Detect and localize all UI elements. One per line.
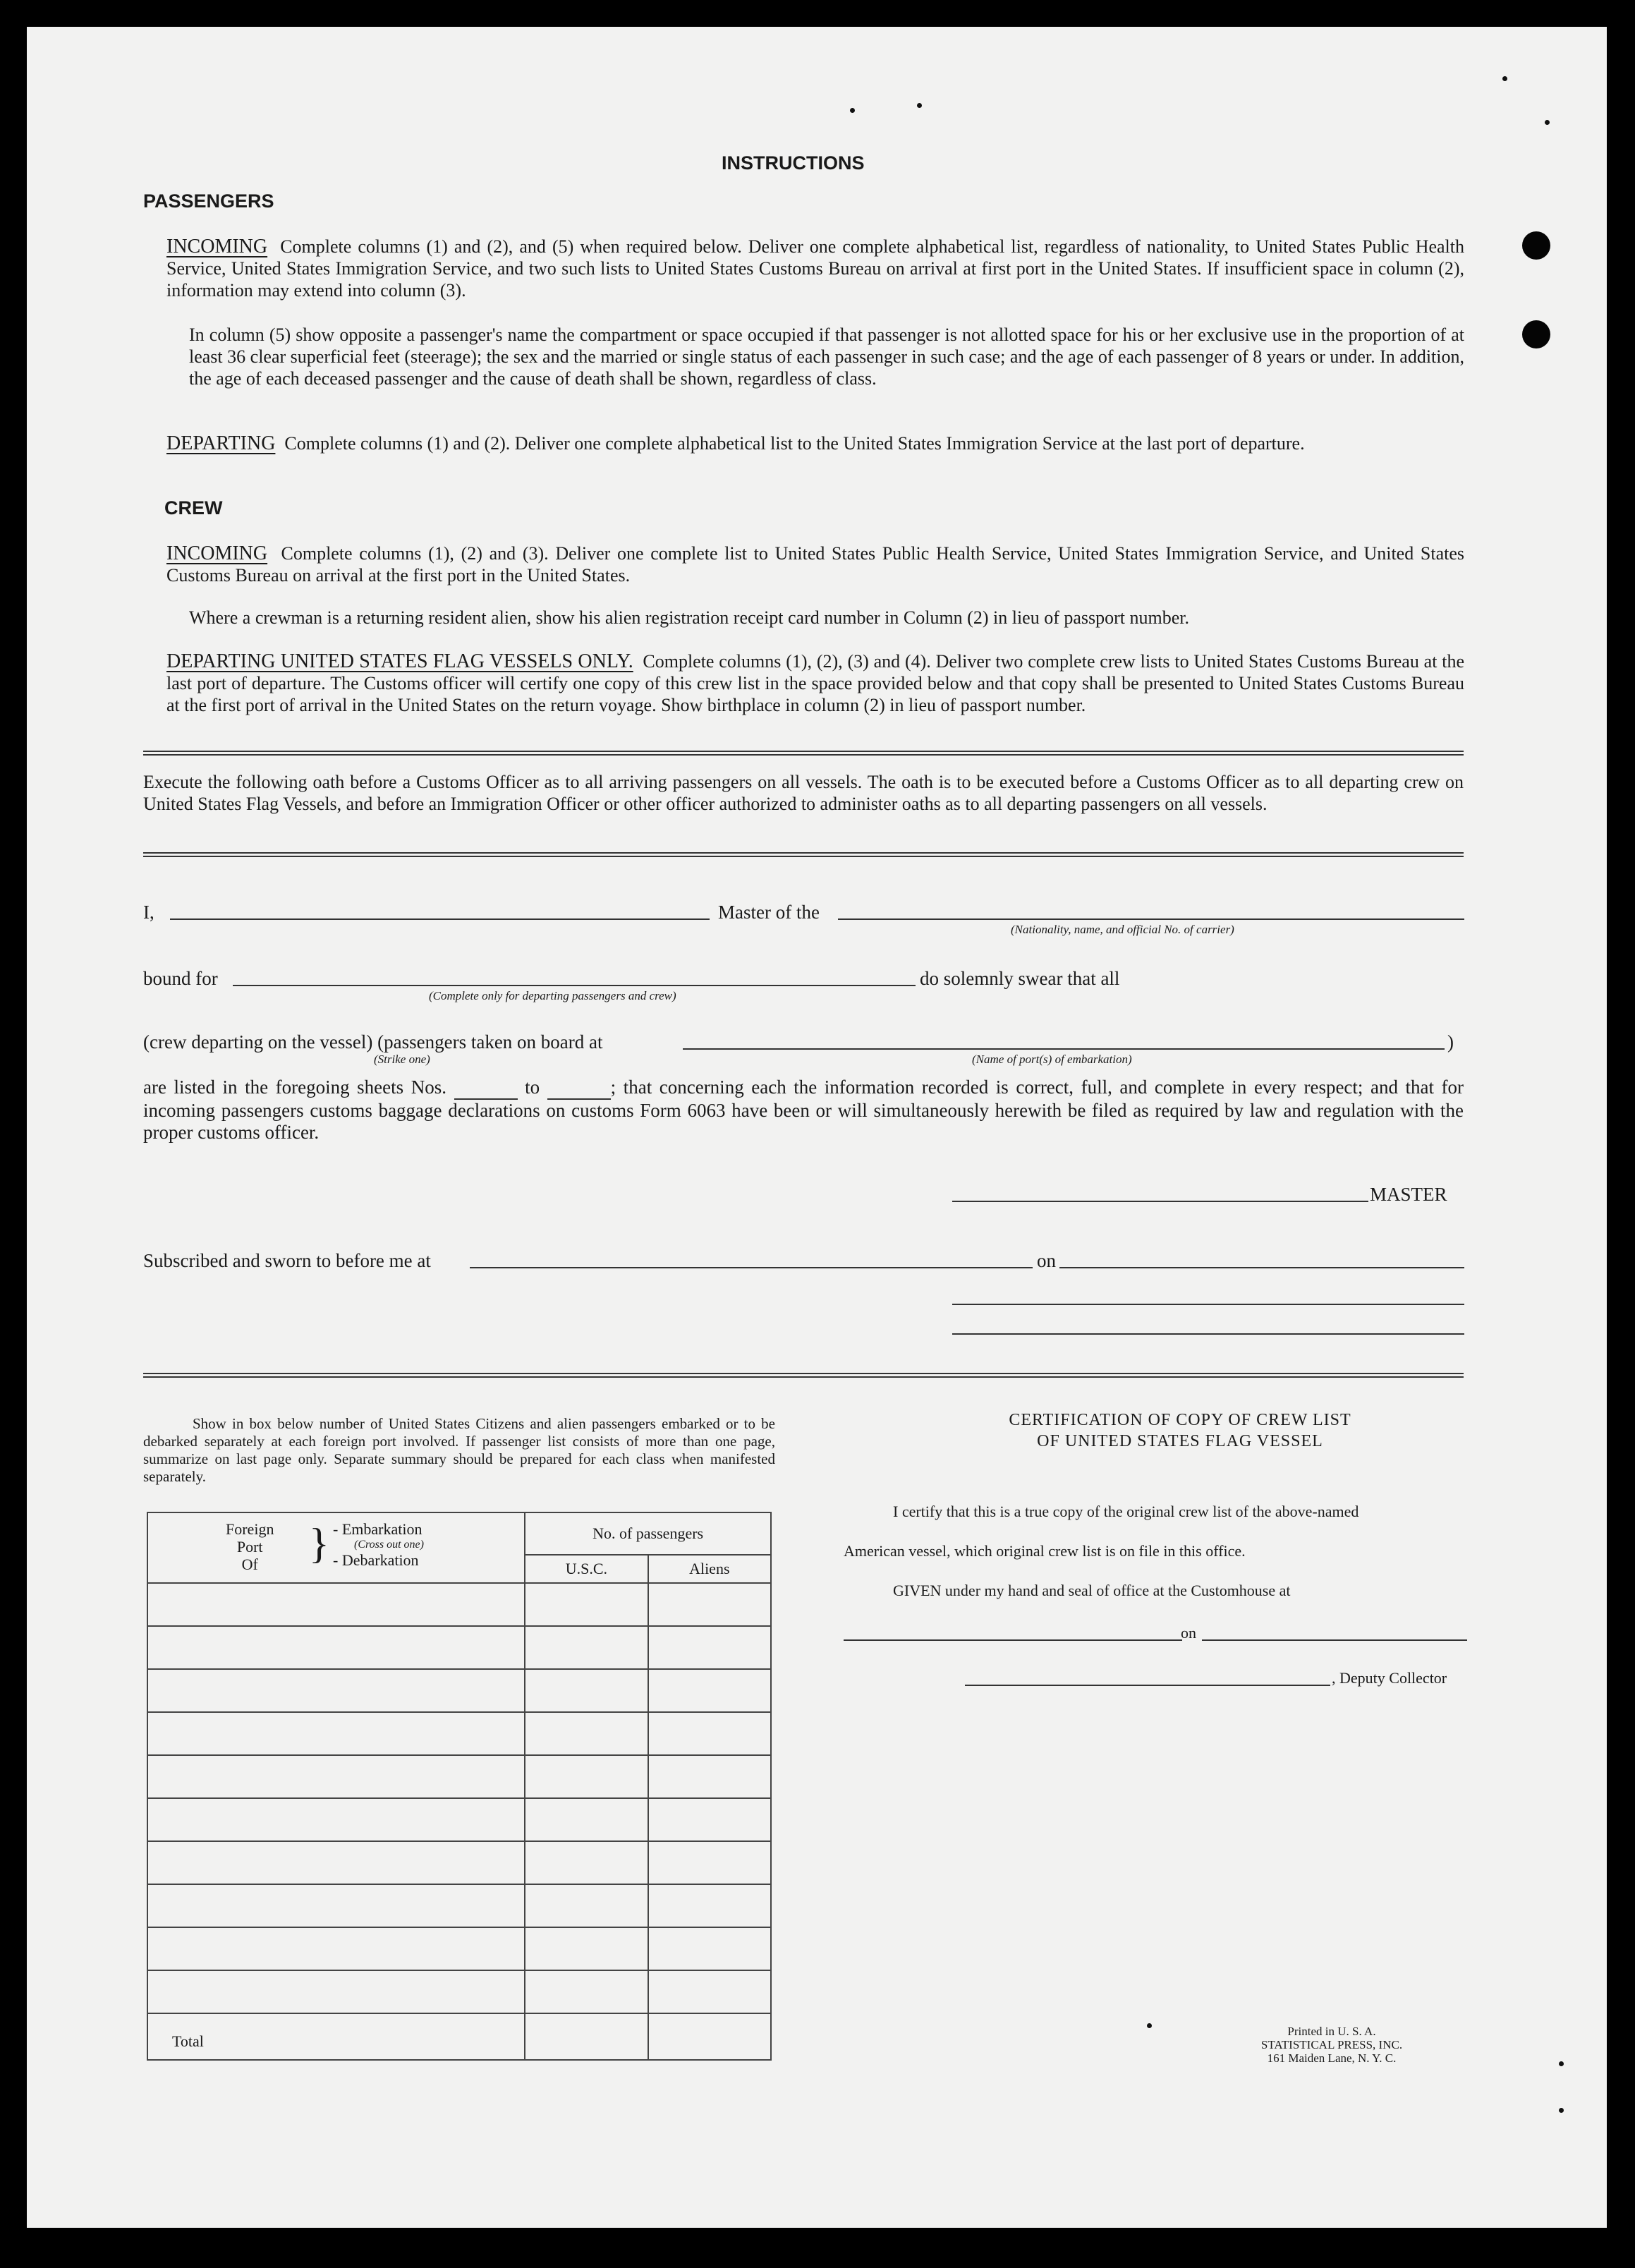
aliens-cell[interactable] [648,1583,771,1626]
bound-for-field[interactable] [233,985,916,986]
strike-one-caption: (Strike one) [374,1053,430,1066]
sworn-on-label: on [1037,1250,1056,1271]
passengers-departing-label: DEPARTING [166,432,276,454]
aliens-cell[interactable] [648,1927,771,1970]
certify-line-1: I certify that this is a true copy of the original crew list of the above-named [893,1503,1359,1520]
usc-total-cell[interactable] [525,2013,648,2060]
usc-header: U.S.C. [525,1555,648,1583]
brace-icon: } [309,1520,329,1567]
passengers-column5-paragraph: In column (5) show opposite a passenger's name the compartment or space occupied if that passenger is not allotted space for his or her exclusive use in the proportion of at least 36 clear superficial feet (steerage); the sex and the married or single status of each passenger in such case; and the age of each passenger of 8 years or under. In addition, the age of each deceased passenger and the cause of death shall be shown, regardless of class. [189,325,1464,389]
table-row [147,1884,771,1927]
foreign-port-header [147,1512,525,1583]
passengers-title: PASSENGERS [143,190,274,212]
close-paren: ) [1447,1031,1454,1053]
usc-cell[interactable] [525,1798,648,1841]
port-cell[interactable] [147,1970,525,2013]
subscribed-label: Subscribed and sworn to before me at [143,1250,431,1271]
crew-incoming-label: INCOMING [166,542,268,564]
departing-caption: (Complete only for departing passengers and crew) [429,989,676,1002]
aliens-cell[interactable] [648,1755,771,1798]
usc-cell[interactable] [525,1669,648,1712]
instructions-heading: INSTRUCTIONS [722,152,865,174]
speck-icon [1559,2061,1564,2066]
aliens-header: Aliens [648,1555,771,1583]
sheets-paragraph [143,1077,1464,1144]
port-caption: (Name of port(s) of embarkation) [972,1053,1132,1066]
form-sheet [27,27,1607,2228]
port-cell[interactable] [147,1798,525,1841]
usc-cell[interactable] [525,1755,648,1798]
cross-out-caption: (Cross out one) [354,1539,424,1551]
deputy-collector-label: , Deputy Collector [1332,1669,1447,1687]
passengers-incoming-label: INCOMING [166,236,268,257]
officer-title-field[interactable] [952,1333,1464,1335]
binder-hole-icon [1522,231,1550,260]
divider-2 [143,852,1464,857]
usc-cell[interactable] [525,1583,648,1626]
port-cell[interactable] [147,1884,525,1927]
port-cell[interactable] [147,1583,525,1626]
embarkation-option[interactable]: - Embarkation [333,1520,423,1538]
summary-table [147,1512,772,2061]
port-cell[interactable] [147,1841,525,1884]
aliens-cell[interactable] [648,1884,771,1927]
certify-line-3: GIVEN under my hand and seal of office at the Customhouse at [893,1582,1291,1599]
aliens-cell[interactable] [648,1712,771,1755]
crew-departing-label: (crew departing on the vessel) (passengers taken on board at [143,1031,603,1053]
embarkation-port-field[interactable] [683,1048,1445,1050]
usc-cell[interactable] [525,1841,648,1884]
divider-3 [143,1373,1464,1378]
speck-icon [1147,2023,1152,2028]
speck-icon [850,108,855,113]
table-row [147,1841,771,1884]
solemnly-swear-label: do solemnly swear that all [920,968,1120,989]
speck-icon [917,103,922,108]
bound-for-label: bound for [143,968,218,989]
table-row [147,1626,771,1669]
speck-icon [1559,2108,1564,2113]
table-row [147,1669,771,1712]
crew-departing-text: Complete columns (1), (2), (3) and (4). Deliver two complete crew lists to United States Customs Bureau at the last port of departure. The Customs officer will certify one copy of this crew list in the space provided below and that copy shall be presented to United States Customs Bureau at the first port of arrival in the United States on the return voyage. Show birthplace in column (2) in lieu of passport number. [166,651,1464,715]
carrier-field[interactable] [838,918,1464,920]
aliens-cell[interactable] [648,1669,771,1712]
certification-title: CERTIFICATION OF COPY OF CREW LIST OF UNITED STATES FLAG VESSEL [1009,1411,1351,1450]
usc-cell[interactable] [525,1970,648,2013]
table-row [147,1798,771,1841]
crew-incoming-text: Complete columns (1), (2) and (3). Deliver one complete list to United States Public Health Service, United States Immigration Service, and United States Customs Bureau on arrival at the first port in the United States. [166,543,1465,586]
printer-imprint: Printed in U. S. A. STATISTICAL PRESS, INC. 161 Maiden Lane, N. Y. C. [1260,2025,1403,2065]
master-signature-field[interactable] [952,1201,1368,1202]
crew-departing-label: DEPARTING UNITED STATES FLAG VESSELS ONLY. [166,650,633,672]
usc-cell[interactable] [525,1626,648,1669]
certify-date-field[interactable] [1202,1639,1467,1641]
divider-1 [143,751,1464,756]
binder-hole-icon [1522,320,1550,348]
crew-crewman-paragraph: Where a crewman is a returning resident alien, show his alien registration receipt card number in Column (2) in lieu of passport number. [189,607,1190,628]
oath-i-label: I, [143,902,154,923]
table-row [147,1712,771,1755]
crew-incoming-paragraph [166,542,1464,586]
sheets-to-label: to [525,1077,540,1098]
certify-on-label: on [1181,1624,1196,1642]
speck-icon [1502,76,1507,81]
foreign-port-of-label: Foreign Port Of [226,1520,274,1573]
passengers-incoming-paragraph [166,236,1464,301]
customhouse-field[interactable] [844,1639,1182,1641]
carrier-caption: (Nationality, name, and official No. of carrier) [1011,923,1234,936]
aliens-cell[interactable] [648,1626,771,1669]
certify-line-2: American vessel, which original crew list is on file in this office. [844,1542,1246,1560]
no-of-passengers-header: No. of passengers [525,1512,771,1555]
port-cell[interactable] [147,1927,525,1970]
sheet-from-field[interactable] [454,1077,518,1100]
summary-intro: Show in box below number of United States Citizens and alien passengers embarked or to be debarked separately at each foreign port involved. If passenger list consists of more than one page, summarize on last page only. Separate summary should be prepared for each class when manifested separately. [143,1415,775,1485]
usc-cell[interactable] [525,1927,648,1970]
officer-signature-field[interactable] [952,1304,1464,1305]
passengers-departing-paragraph [166,432,1464,454]
passengers-departing-text: Complete columns (1) and (2). Deliver one complete alphabetical list to the United States Immigration Service at the last port of departure. [284,433,1305,454]
passengers-incoming-text: Complete columns (1) and (2), and (5) when required below. Deliver one complete alphabetical list, regardless of nationality, to United States Public Health Service, United States Immigration Service, and two such lists to United States Customs Bureau on arrival at first port in the United States. If insufficient space in column (2), information may extend into column (3). [166,236,1464,301]
table-row [147,1970,771,2013]
aliens-total-cell[interactable] [648,2013,771,2060]
sheets-post-label: ; that concerning each the information recorded is correct, full, and complete in every respect; and that for incoming passengers customs baggage declarations on customs Form 6063 have been or will simultaneously herewith be filed as required by law and regulation with the proper customs officer. [143,1077,1464,1143]
table-row [147,1927,771,1970]
embarkation-options [333,1522,424,1568]
total-row [147,2013,771,2060]
deputy-signature-field[interactable] [965,1685,1330,1686]
speck-icon [1545,120,1550,125]
crew-departing-paragraph [166,650,1464,716]
sworn-at-field[interactable] [470,1267,1033,1268]
master-name-field[interactable] [170,918,710,920]
port-cell[interactable] [147,1755,525,1798]
table-row [147,1583,771,1626]
master-label: MASTER [1370,1184,1447,1205]
table-row [147,1755,771,1798]
aliens-cell[interactable] [648,1798,771,1841]
aliens-cell[interactable] [648,1841,771,1884]
sheet-to-field[interactable] [547,1077,611,1100]
port-cell[interactable] [147,1626,525,1669]
sheets-pre-label: are listed in the foregoing sheets Nos. [143,1077,446,1098]
port-cell[interactable] [147,1712,525,1755]
usc-cell[interactable] [525,1712,648,1755]
master-of-the-label: Master of the [718,902,820,923]
total-label: Total [147,2013,525,2060]
crew-title: CREW [164,497,223,519]
usc-cell[interactable] [525,1884,648,1927]
sworn-on-date-field[interactable] [1059,1267,1464,1268]
aliens-cell[interactable] [648,1970,771,2013]
debarkation-option[interactable]: - Debarkation [333,1551,419,1569]
port-cell[interactable] [147,1669,525,1712]
oath-instruction: Execute the following oath before a Customs Officer as to all arriving passengers on all vessels. The oath is to be executed before a Customs Officer as to all departing crew on United States Flag Vessels, and before an Immigration Officer or other officer authorized to administer oaths as to all departing passengers on all vessels. [143,772,1464,814]
